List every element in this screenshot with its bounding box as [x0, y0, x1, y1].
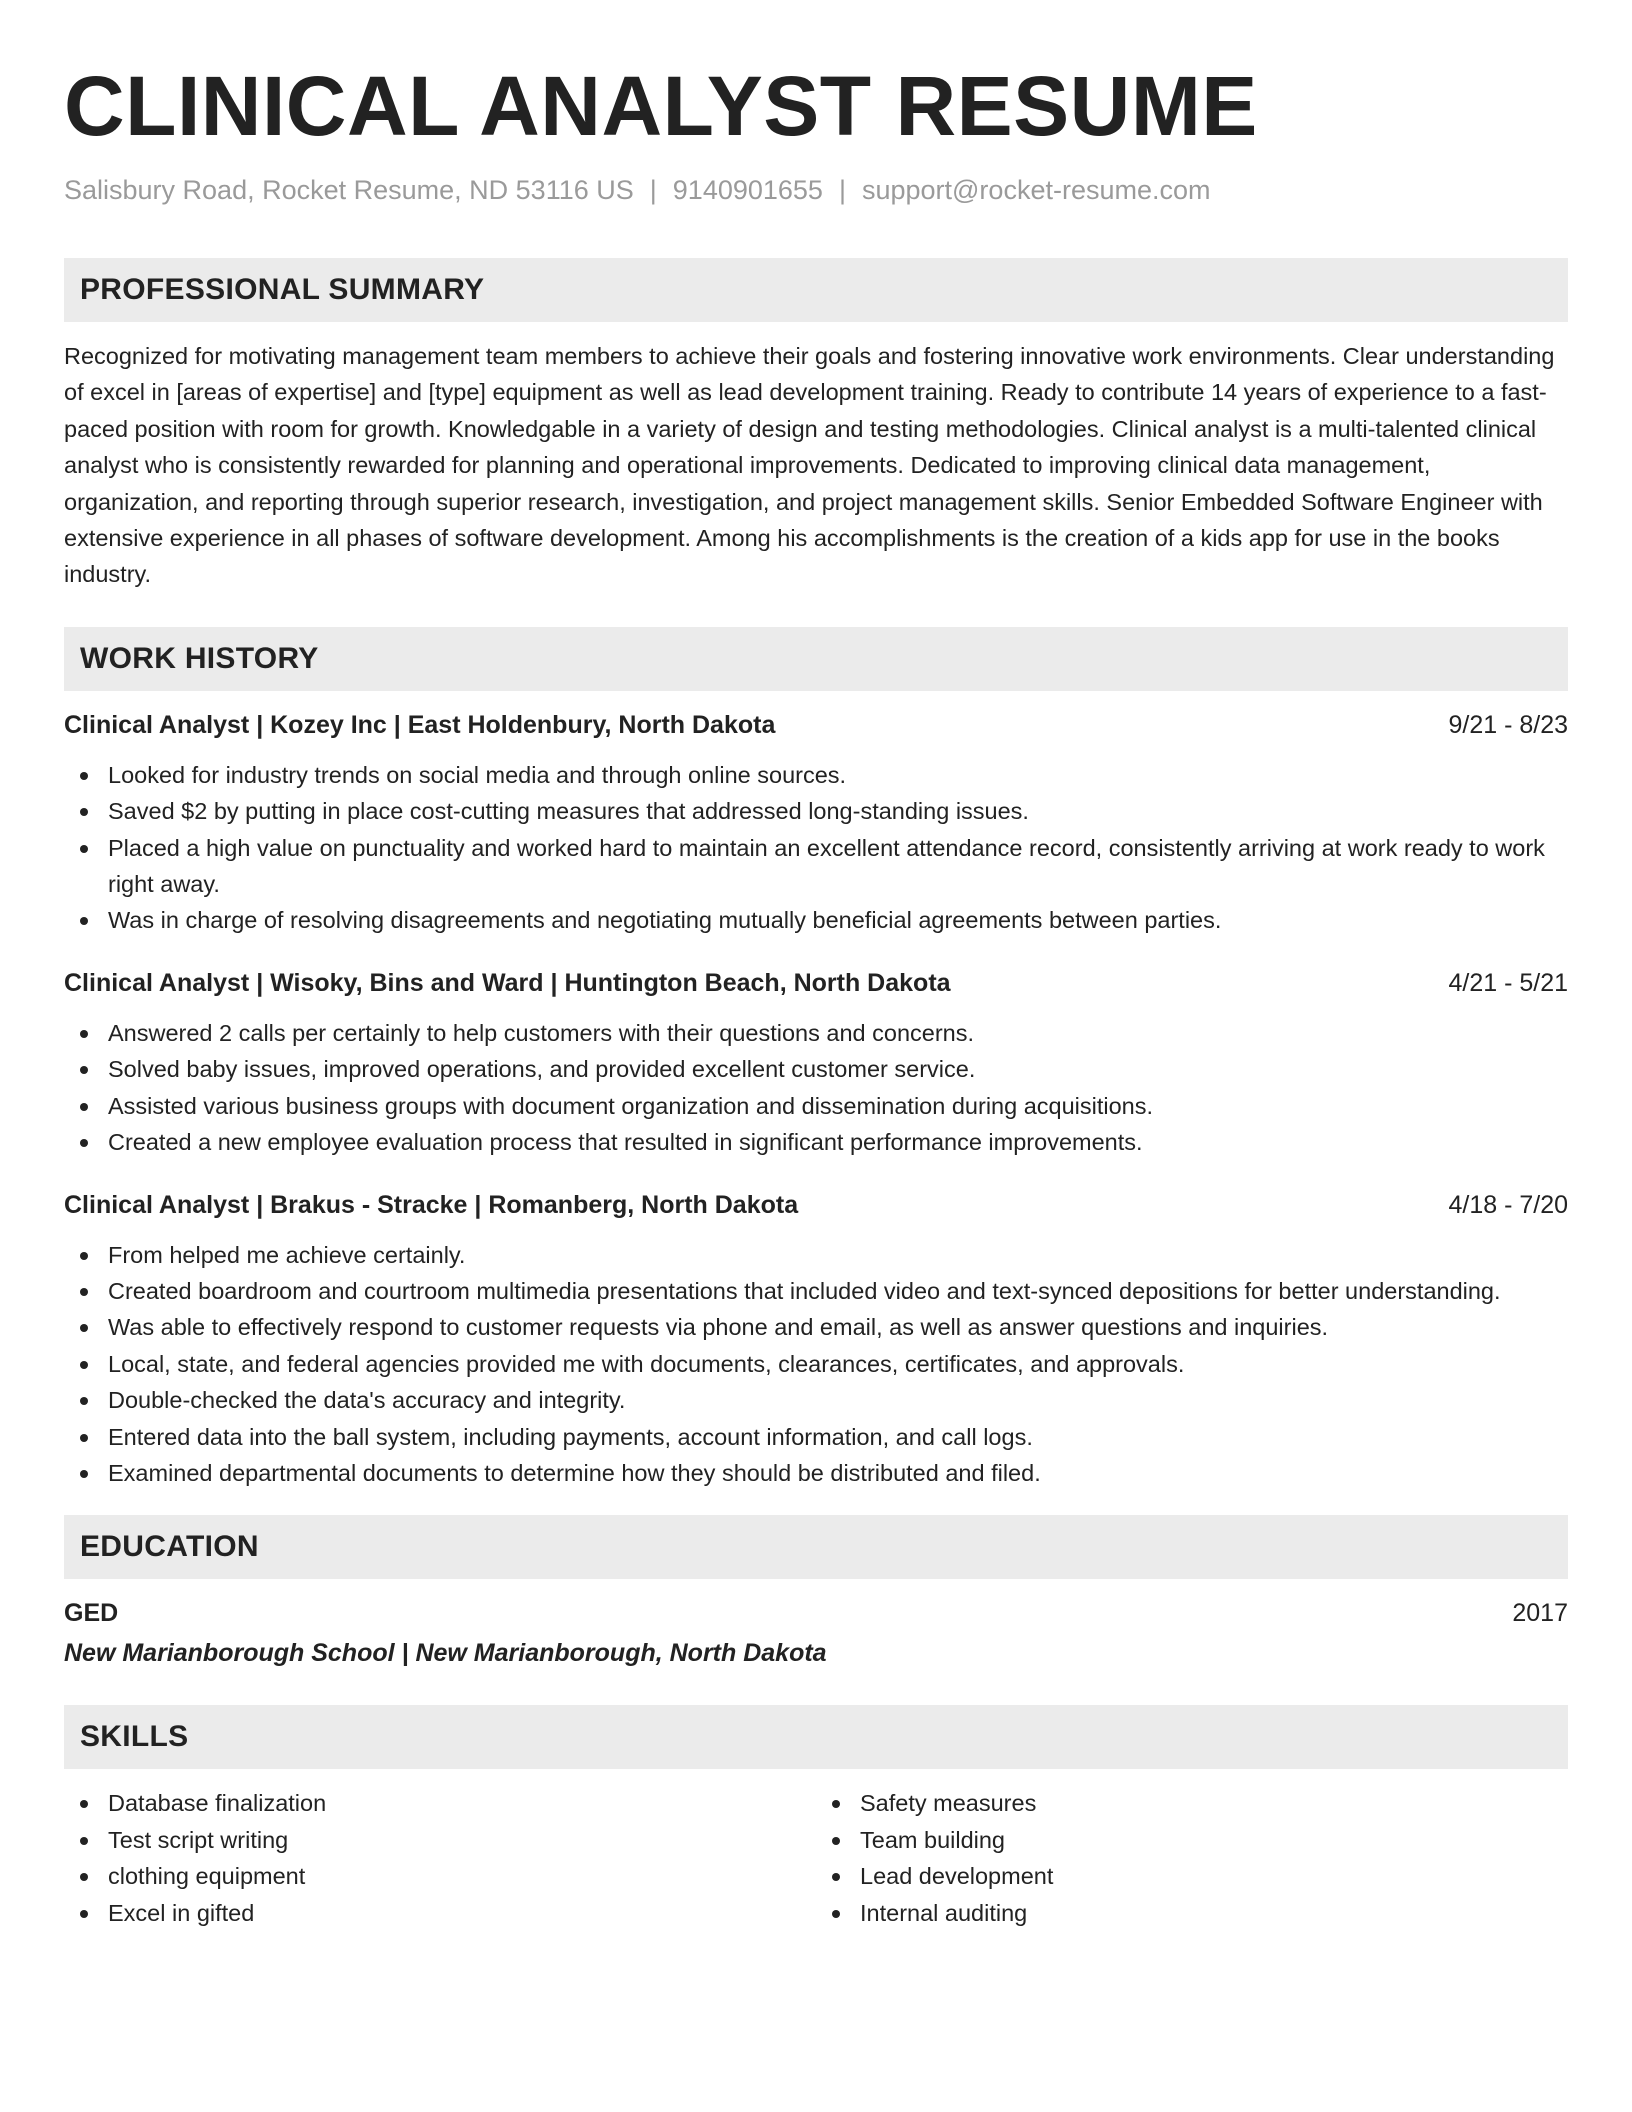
job-bullet: Assisted various business groups with document organization and dissemination during acquisitions.: [64, 1088, 1568, 1124]
job-bullet: Solved baby issues, improved operations, and provided excellent customer service.: [64, 1051, 1568, 1087]
skill-item: Safety measures: [816, 1785, 1568, 1821]
skill-item: Test script writing: [64, 1822, 816, 1858]
job-entry: [64, 707, 1568, 939]
job-bullet: Answered 2 calls per certainly to help customers with their questions and concerns.: [64, 1015, 1568, 1051]
job-bullet: Was able to effectively respond to customer requests via phone and email, as well as answer questions and inquiries.: [64, 1309, 1568, 1345]
skills-list-left: [64, 1785, 816, 1931]
job-bullet: Examined departmental documents to determine how they should be distributed and filed.: [64, 1455, 1568, 1491]
education-school: New Marianborough School | New Marianborough, North Dakota: [64, 1639, 827, 1668]
education-degree: GED: [64, 1599, 119, 1628]
job-bullet: Created a new employee evaluation process that resulted in significant performance improvements.: [64, 1124, 1568, 1160]
job-dates: 9/21 - 8/23: [1448, 710, 1568, 739]
professional-summary-text: Recognized for motivating management team members to achieve their goals and fostering innovative work environments. Clear understanding of excel in [areas of expertise] and [type] equipment as well as lead development training. Ready to contribute 14 years of experience to a fast-paced position with room for growth. Knowledgable in a variety of design and testing methodologies. Clinical analyst is a multi-talented clinical analyst who is consistently rewarded for planning and operational improvements. Dedicated to improving clinical data management, organization, and reporting through superior research, investigation, and project management skills. Senior Embedded Software Engineer with extensive experience in all phases of software development. Among his accomplishments is the creation of a kids app for use in the books industry.: [64, 343, 1555, 588]
job-dates: 4/18 - 7/20: [1448, 1190, 1568, 1219]
job-dates: 4/21 - 5/21: [1448, 968, 1568, 997]
job-bullet: Saved $2 by putting in place cost-cutting measures that addressed long-standing issues.: [64, 793, 1568, 829]
section-header-education: EDUCATION: [64, 1515, 1568, 1579]
skill-item: Internal auditing: [816, 1895, 1568, 1931]
job-bullet: Double-checked the data's accuracy and integrity.: [64, 1382, 1568, 1418]
section-header-skills: SKILLS: [64, 1705, 1568, 1769]
job-bullet: Entered data into the ball system, including payments, account information, and call logs.: [64, 1419, 1568, 1455]
skill-item: Team building: [816, 1822, 1568, 1858]
job-bullets: [64, 1237, 1568, 1492]
education-entry: [64, 1595, 1568, 1671]
job-header: [64, 707, 1568, 743]
job-title: Clinical Analyst | Brakus - Stracke | Romanberg, North Dakota: [64, 1190, 799, 1219]
job-bullet: Was in charge of resolving disagreements and negotiating mutually beneficial agreements between parties.: [64, 902, 1568, 938]
skills-columns: [64, 1785, 1568, 1931]
job-header: [64, 1187, 1568, 1223]
education-year: 2017: [1512, 1599, 1568, 1628]
skill-item: Database finalization: [64, 1785, 816, 1821]
skill-item: Lead development: [816, 1858, 1568, 1894]
contact-address: Salisbury Road, Rocket Resume, ND 53116 US: [64, 175, 634, 205]
education-header: [64, 1595, 1568, 1631]
section-header-work-history: WORK HISTORY: [64, 627, 1568, 691]
job-bullet: Local, state, and federal agencies provided me with documents, clearances, certificates, and approvals.: [64, 1346, 1568, 1382]
contact-line: [64, 172, 1568, 208]
job-title: Clinical Analyst | Kozey Inc | East Holdenbury, North Dakota: [64, 710, 776, 739]
job-header: [64, 965, 1568, 1001]
job-title: Clinical Analyst | Wisoky, Bins and Ward | Huntington Beach, North Dakota: [64, 968, 951, 997]
contact-phone: 9140901655: [672, 175, 823, 205]
job-bullet: Placed a high value on punctuality and worked hard to maintain an excellent attendance record, consistently arriving at work ready to work right away.: [64, 830, 1568, 903]
skill-item: Excel in gifted: [64, 1895, 816, 1931]
contact-separator: |: [838, 175, 846, 205]
job-bullets: [64, 757, 1568, 939]
job-bullet: Created boardroom and courtroom multimedia presentations that included video and text-synced depositions for better understanding.: [64, 1273, 1568, 1309]
job-entry: [64, 965, 1568, 1161]
contact-separator: |: [649, 175, 657, 205]
job-bullet: From helped me achieve certainly.: [64, 1237, 1568, 1273]
skill-item: clothing equipment: [64, 1858, 816, 1894]
resume-title: CLINICAL ANALYST RESUME: [64, 59, 1258, 153]
contact-email: support@rocket-resume.com: [861, 175, 1211, 205]
section-header-professional-summary: PROFESSIONAL SUMMARY: [64, 258, 1568, 322]
job-bullets: [64, 1015, 1568, 1161]
job-bullet: Looked for industry trends on social media and through online sources.: [64, 757, 1568, 793]
job-entry: [64, 1187, 1568, 1492]
skills-list-right: [816, 1785, 1568, 1931]
